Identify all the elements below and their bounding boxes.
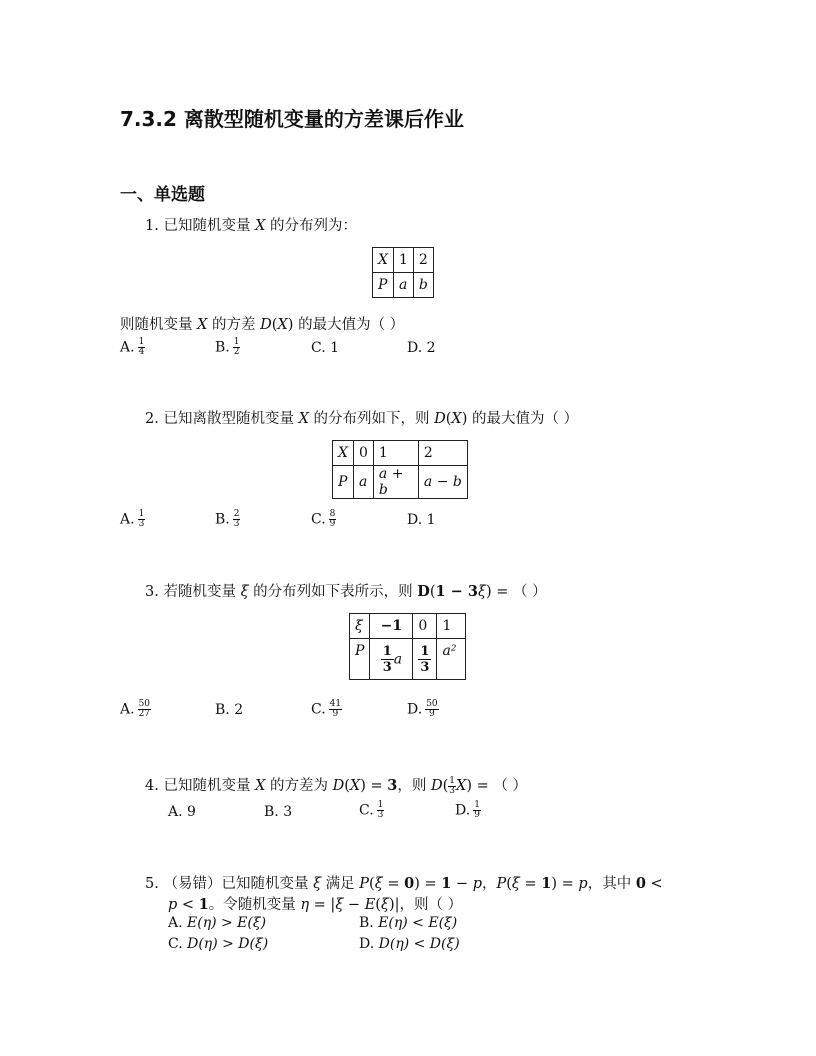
- q3-cell: $\frac{1}{3}$: [413, 639, 437, 680]
- q5-line2: p < 1。令随机变量 η = |ξ − E(ξ)|，则（ ）: [168, 896, 463, 913]
- q3-cell: $\frac{1}{3}$ a: [370, 639, 413, 680]
- q3-cell: −1: [370, 614, 413, 639]
- q5-option-b[interactable]: B. E(η) < E(ξ): [359, 915, 458, 931]
- q4-option-a[interactable]: A. 9: [168, 804, 196, 820]
- q5-line1: 5. （易错）已知随机变量 ξ 满足 P(ξ = 0) = 1 − p，P(ξ = 1) = p，其中 0 <: [145, 875, 663, 892]
- q1-option-d[interactable]: D. 2: [407, 340, 436, 356]
- q2-cell: 0: [353, 441, 373, 466]
- q4-option-c[interactable]: C. $\frac{1}{3}$: [359, 800, 384, 820]
- q4-option-d[interactable]: D. $\frac{1}{9}$: [455, 800, 480, 820]
- q1-distribution-table: [372, 247, 434, 298]
- q2-cell: 2: [418, 441, 467, 466]
- q3-cell: 1: [437, 614, 466, 639]
- q1-cell: b: [413, 273, 433, 298]
- q2-cell: a: [353, 466, 373, 499]
- q3-distribution-table: [349, 613, 466, 680]
- q3-cell: ξ: [350, 614, 370, 639]
- q4-stem: 4. 已知随机变量 X 的方差为 D(X) = 3，则 D( $\frac{1}{3}$ X) = （ ）: [145, 775, 527, 796]
- q1-stem: 1. 已知随机变量 X 的分布列为：: [145, 218, 357, 234]
- q3-cell: 0: [413, 614, 437, 639]
- q3-stem: 3. 若随机变量 ξ 的分布列如下表所示，则 D(1 − 3ξ) = （ ）: [145, 583, 547, 600]
- q2-stem: 2. 已知离散型随机变量 X 的分布列如下，则 D(X) 的最大值为（ ）: [145, 411, 579, 427]
- page-title: 7.3.2 离散型随机变量的方差课后作业: [120, 107, 464, 131]
- q2-option-b[interactable]: B. $\frac{2}{3}$: [215, 509, 240, 529]
- q2-cell: a + b: [373, 466, 418, 499]
- q3-option-c[interactable]: C. $\frac{41}{9}$: [311, 699, 342, 719]
- q1-cell: 1: [393, 248, 413, 273]
- q2-option-d[interactable]: D. 1: [407, 512, 436, 528]
- q2-cell: 1: [373, 441, 418, 466]
- q2-option-c[interactable]: C. $\frac{8}{9}$: [311, 509, 336, 529]
- q5-option-d[interactable]: D. D(η) < D(ξ): [359, 936, 460, 952]
- q3-option-b[interactable]: B. 2: [215, 702, 244, 718]
- q3-cell: P: [350, 639, 370, 680]
- q1-cell: X: [373, 248, 394, 273]
- q2-cell: P: [333, 466, 354, 499]
- q3-option-a[interactable]: A. $\frac{50}{27}$: [120, 699, 151, 719]
- q3-cell: a²: [437, 639, 466, 680]
- q1-cell: P: [373, 273, 394, 298]
- q5-option-a[interactable]: A. E(η) > E(ξ): [168, 915, 267, 931]
- q1-cell: 2: [413, 248, 433, 273]
- q2-distribution-table: [332, 440, 468, 499]
- q5-option-c[interactable]: C. D(η) > D(ξ): [168, 936, 269, 952]
- q1-question: 则随机变量 X 的方差 D(X) 的最大值为（ ）: [120, 317, 405, 333]
- q3-option-d[interactable]: D. $\frac{50}{9}$: [407, 699, 438, 719]
- q2-cell: a − b: [418, 466, 467, 499]
- q1-option-b[interactable]: B. $\frac{1}{2}$: [215, 337, 240, 357]
- section-heading: 一、单选题: [120, 185, 205, 205]
- q1-option-c[interactable]: C. 1: [311, 340, 340, 356]
- q4-option-b[interactable]: B. 3: [264, 804, 293, 820]
- q1-cell: a: [393, 273, 413, 298]
- q1-option-a[interactable]: A. $\frac{1}{4}$: [120, 337, 145, 357]
- q2-option-a[interactable]: A. $\frac{1}{3}$: [120, 509, 145, 529]
- q2-cell: X: [333, 441, 354, 466]
